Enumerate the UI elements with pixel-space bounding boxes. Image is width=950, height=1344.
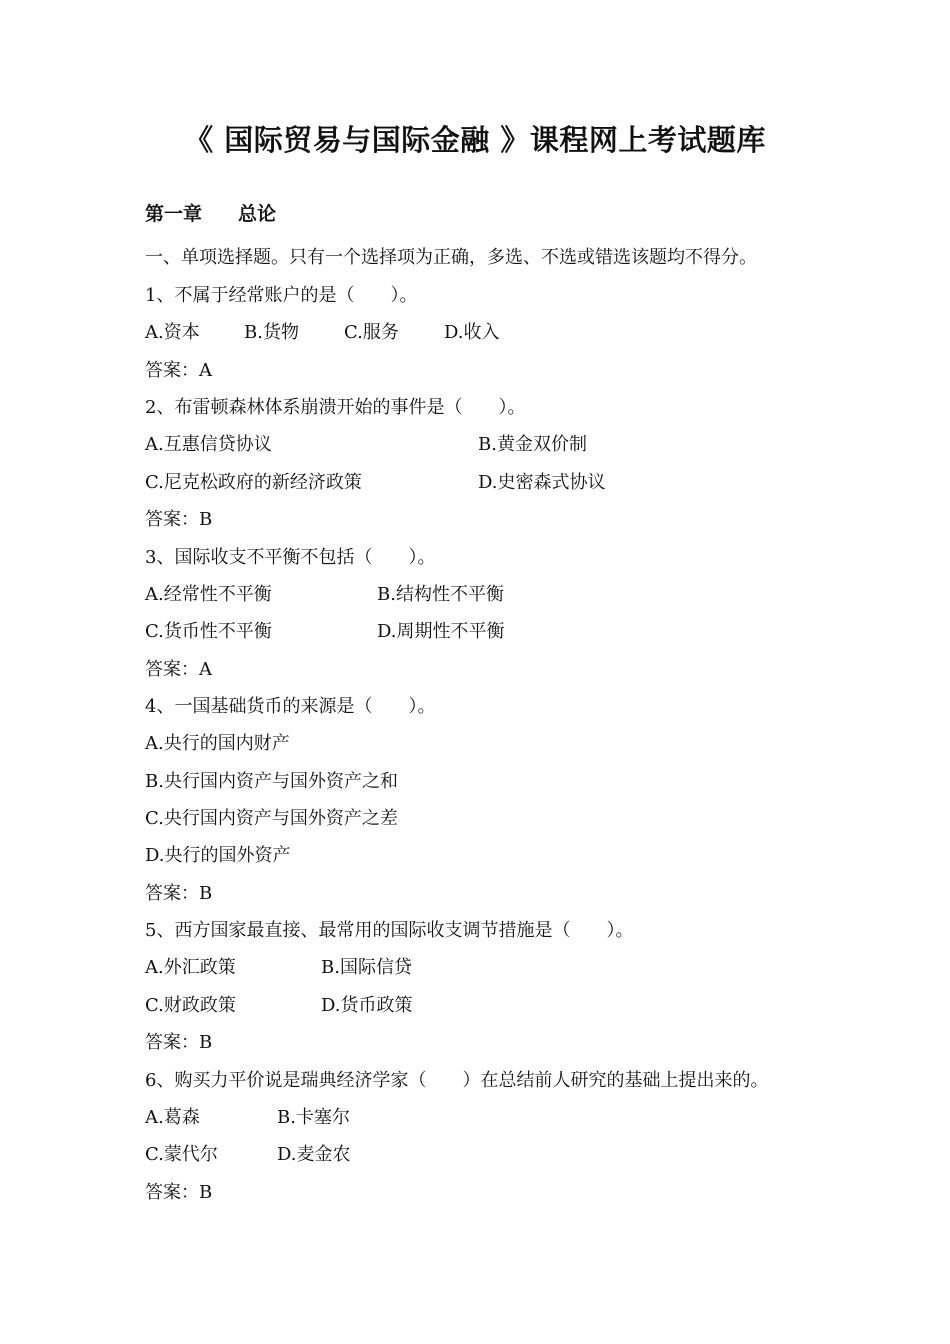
chapter-number: 第一章 — [145, 203, 203, 225]
option-b: B.黄金双价制 — [478, 434, 587, 455]
answer: 答案：A — [145, 659, 212, 680]
option-a: A.央行的国内财产 — [145, 733, 290, 754]
answer: 答案：B — [145, 883, 213, 904]
document-title: 《 国际贸易与国际金融 》课程网上考试题库 — [184, 123, 766, 157]
option-c: C.蒙代尔 — [145, 1144, 218, 1165]
option-c: C.央行国内资产与国外资产之差 — [145, 808, 398, 829]
question-stem: 1、不属于经常账户的是（ ）。 — [145, 285, 418, 306]
option-c: C.服务 — [344, 322, 399, 343]
option-a: A.互惠信贷协议 — [145, 434, 272, 455]
option-d: D.货币政策 — [321, 995, 413, 1016]
option-d: D.收入 — [444, 322, 500, 343]
question-stem: 4、一国基础货币的来源是（ ）。 — [145, 696, 436, 717]
question-stem: 6、购买力平价说是瑞典经济学家（ ）在总结前人研究的基础上提出来的。 — [145, 1070, 769, 1091]
option-a: A.葛森 — [145, 1107, 200, 1128]
answer: 答案：A — [145, 360, 212, 381]
option-d: D.周期性不平衡 — [377, 621, 505, 642]
question-stem: 3、国际收支不平衡不包括（ ）。 — [145, 547, 436, 568]
option-d: D.史密森式协议 — [478, 472, 606, 493]
option-b: B.卡塞尔 — [277, 1107, 350, 1128]
question-stem: 5、西方国家最直接、最常用的国际收支调节措施是（ ）。 — [145, 920, 634, 941]
option-c: C.财政政策 — [145, 995, 236, 1016]
answer: 答案：B — [145, 1032, 213, 1053]
option-a: A.外汇政策 — [145, 957, 236, 978]
answer: 答案：B — [145, 509, 213, 530]
option-b: B.结构性不平衡 — [377, 584, 504, 605]
option-a: A.经常性不平衡 — [145, 584, 272, 605]
option-b: B.货物 — [244, 322, 299, 343]
option-b: B.国际信贷 — [321, 957, 412, 978]
option-d: D.麦金农 — [277, 1144, 351, 1165]
question-stem: 2、布雷顿森林体系崩溃开始的事件是（ ）。 — [145, 397, 526, 418]
chapter-heading — [145, 202, 276, 226]
option-b: B.央行国内资产与国外资产之和 — [145, 771, 398, 792]
section-intro: 一、单项选择题。只有一个选择项为正确，多选、不选或错选该题均不得分。 — [145, 247, 757, 268]
answer: 答案：B — [145, 1182, 213, 1203]
chapter-name: 总论 — [238, 203, 277, 225]
option-c: C.货币性不平衡 — [145, 621, 272, 642]
option-d: D.央行的国外资产 — [145, 845, 291, 866]
option-a: A.资本 — [145, 322, 200, 343]
option-c: C.尼克松政府的新经济政策 — [145, 472, 362, 493]
